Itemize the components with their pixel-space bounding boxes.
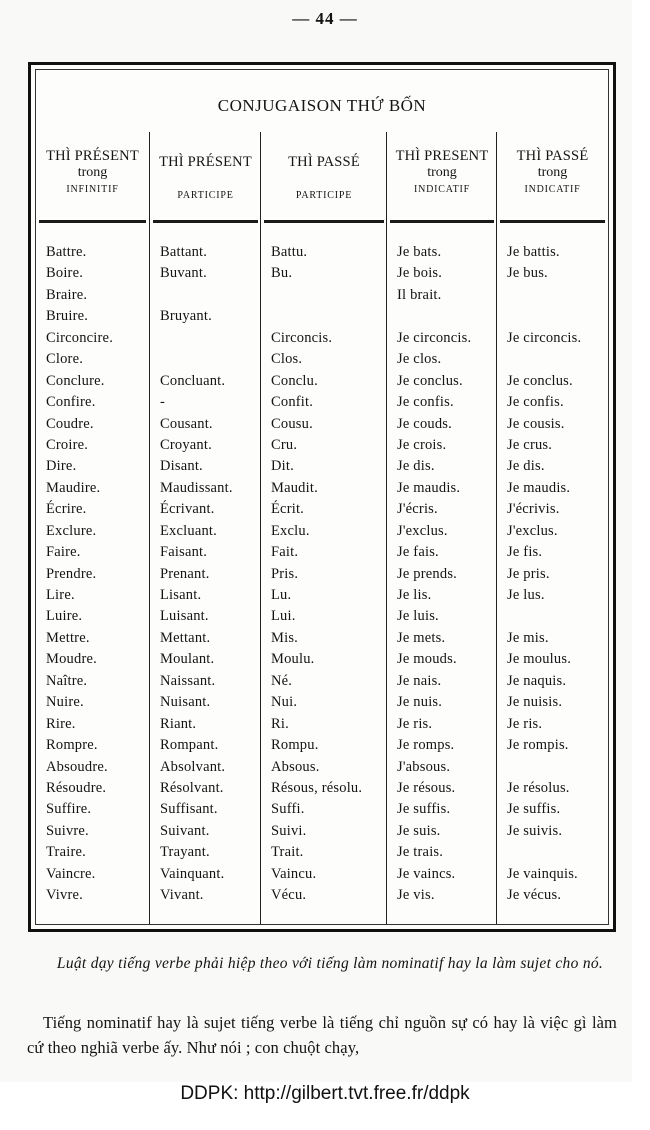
- column-passe-participe: [260, 132, 387, 924]
- table-cell: [261, 285, 387, 306]
- table-cell: Cousant.: [160, 415, 213, 432]
- table-cell: Je nais.: [397, 672, 442, 689]
- table-cell: Résolvant.: [160, 779, 224, 796]
- table-cell: Exclure.: [46, 522, 97, 539]
- table-cell: Exclu.: [271, 522, 310, 539]
- table-cell: Croire.: [46, 436, 89, 453]
- table-cell: Vivant.: [160, 887, 204, 904]
- header-line-3: INDICATIF: [524, 184, 581, 195]
- column-header: [36, 132, 149, 220]
- table-cell: Il brait.: [397, 286, 442, 303]
- table-cell: Je dis.: [397, 458, 435, 475]
- header-line-1: THÌ PASSÉ: [288, 154, 360, 170]
- table-cell: Confit.: [271, 394, 314, 411]
- table-cell: Lire.: [46, 587, 75, 603]
- table-cell: Je bats.: [397, 244, 442, 260]
- table-cell: Trait.: [271, 844, 304, 861]
- table-cell: Je naquis.: [507, 672, 567, 689]
- table-cell: Circoncis.: [271, 329, 333, 346]
- table-cell: Je prends.: [397, 565, 457, 582]
- table-cell: Je mis.: [507, 629, 549, 646]
- table-cell: Rompant.: [160, 737, 219, 754]
- table-inner-border: [35, 69, 609, 925]
- table-cell: Je bus.: [507, 265, 548, 282]
- table-cell: Vécu.: [271, 887, 307, 904]
- table-cell: Buvant.: [160, 265, 207, 282]
- table-cell: Je clos.: [397, 351, 442, 368]
- table-cell: Bu.: [271, 265, 293, 282]
- table-cell: Fait.: [271, 544, 299, 561]
- table-cell: Lui.: [271, 608, 296, 625]
- table-cell: Suivant.: [160, 822, 210, 839]
- table-cell: Luisant.: [160, 608, 209, 625]
- table-cell: Je lus.: [507, 587, 545, 603]
- table-title: CONJUGAISON THỨ BỐN: [217, 96, 427, 115]
- table-cell: Cru.: [271, 436, 298, 453]
- table-cell: Je suivis.: [507, 822, 563, 839]
- table-cell: Vainquant.: [160, 865, 225, 882]
- table-cell: Je moulus.: [507, 651, 572, 668]
- header-rule: [264, 220, 384, 223]
- table-cell: [497, 349, 608, 370]
- table-cell: Luire.: [46, 608, 83, 625]
- table-cell: Faisant.: [160, 544, 208, 561]
- column-body: [36, 242, 149, 907]
- table-cell: Je trais.: [397, 844, 444, 861]
- table-cell: Né.: [271, 672, 293, 689]
- column-header: [150, 132, 261, 220]
- table-cell: Je résolus.: [507, 779, 570, 796]
- rule-caption: Luật dạy tiếng verbe phải hiệp theo với tiếng làm nominatif hay la làm sujet cho nó.: [56, 955, 604, 972]
- table-cell: Conclure.: [46, 372, 105, 389]
- header-line-2: trong: [427, 165, 457, 180]
- table-cell: J'exclus.: [507, 522, 558, 539]
- table-cell: Disant.: [160, 458, 203, 475]
- source-credit: DDPK: http://gilbert.tvt.free.fr/ddpk: [180, 1083, 470, 1104]
- table-cell: Je conclus.: [397, 372, 463, 389]
- table-cell: Clos.: [271, 351, 303, 368]
- table-cell: [497, 306, 608, 327]
- column-passe-indicatif: [496, 132, 608, 924]
- table-cell: Maudire.: [46, 479, 101, 496]
- table-cell: Nuire.: [46, 694, 84, 711]
- table-cell: Battant.: [160, 244, 208, 260]
- table-cell: Je ris.: [397, 715, 433, 732]
- table-cell: J'écrivis.: [507, 501, 560, 518]
- table-cell: Nuisant.: [160, 694, 211, 711]
- column-present-participe: [149, 132, 261, 924]
- table-cell: Je maudis.: [397, 479, 461, 496]
- table-cell: [497, 842, 608, 863]
- table-cell: Je crus.: [507, 436, 553, 453]
- table-cell: -: [160, 394, 166, 411]
- table-cell: Je crois.: [397, 436, 447, 453]
- header-line-2: trong: [537, 165, 568, 180]
- column-body: [387, 242, 497, 907]
- table-cell: Rompu.: [271, 737, 319, 754]
- header-rule: [39, 220, 146, 223]
- table-cell: Prendre.: [46, 565, 97, 582]
- table-cell: Je suffis.: [397, 801, 451, 818]
- conjugation-table: [28, 62, 616, 932]
- table-cell: Je suis.: [397, 822, 441, 839]
- header-line-1: THÌ PRESENT: [395, 148, 489, 164]
- table-cell: Excluant.: [160, 522, 217, 539]
- table-cell: [497, 606, 608, 627]
- header-line-1: THÌ PRÉSENT: [159, 154, 252, 170]
- table-cell: [261, 306, 387, 327]
- table-cell: Je cousis.: [507, 415, 565, 432]
- table-cell: Je vaincs.: [397, 865, 456, 882]
- table-cell: Bruire.: [46, 308, 89, 325]
- table-cell: Je rompis.: [507, 737, 569, 754]
- header-line-3: PARTICIPE: [295, 190, 353, 201]
- table-cell: Je ris.: [507, 715, 543, 732]
- header-rule: [153, 220, 258, 223]
- table-cell: Circoncire.: [46, 329, 114, 346]
- header-line-3: PARTICIPE: [177, 190, 234, 201]
- header-line-1: THÌ PRÉSENT: [46, 148, 139, 164]
- table-cell: Nui.: [271, 694, 298, 711]
- table-cell: Je mouds.: [397, 651, 457, 668]
- table-cell: Suivre.: [46, 822, 89, 839]
- table-cell: Battre.: [46, 244, 87, 260]
- table-cell: Croyant.: [160, 436, 212, 453]
- table-cell: Je romps.: [397, 737, 455, 754]
- page-number: — 44 —: [292, 9, 358, 28]
- table-cell: Naissant.: [160, 672, 216, 689]
- table-cell: Trayant.: [160, 844, 210, 861]
- table-cell: Mettant.: [160, 629, 211, 646]
- table-cell: Je vécus.: [507, 887, 562, 904]
- column-body: [150, 242, 261, 907]
- table-cell: Vaincu.: [271, 865, 317, 882]
- table-cell: Je nuisis.: [507, 694, 563, 711]
- table-cell: Absous.: [271, 758, 320, 775]
- table-cell: Prenant.: [160, 565, 210, 582]
- table-cell: Je dis.: [507, 458, 545, 475]
- header-line-1: THÌ PASSÉ: [516, 148, 589, 164]
- table-cell: Vivre.: [46, 887, 83, 904]
- table-cell: Je vainquis.: [507, 865, 578, 882]
- table-cell: Je confis.: [397, 394, 454, 411]
- column-header: [261, 132, 387, 220]
- table-cell: Lisant.: [160, 587, 202, 603]
- header-line-2: trong: [77, 165, 108, 180]
- header-line-3: INDICATIF: [413, 184, 471, 195]
- table-cell: Riant.: [160, 715, 197, 732]
- table-cell: Je maudis.: [507, 479, 571, 496]
- table-cell: [150, 285, 261, 306]
- table-cell: J'écris.: [397, 501, 438, 518]
- table-cell: Rire.: [46, 715, 76, 732]
- table-cell: Écrivant.: [160, 501, 215, 518]
- table-cell: Je bois.: [397, 265, 443, 282]
- table-cell: Braire.: [46, 286, 88, 303]
- table-cell: Lu.: [271, 587, 292, 603]
- table-cell: Je fis.: [507, 544, 543, 561]
- table-cell: Coudre.: [46, 415, 94, 432]
- table-cell: J'absous.: [397, 758, 451, 775]
- table-cell: Mettre.: [46, 629, 90, 646]
- table-cell: Écrire.: [46, 501, 87, 518]
- table-cell: Je mets.: [397, 629, 446, 646]
- table-cell: Ri.: [271, 715, 289, 732]
- table-cell: [497, 757, 608, 778]
- header-line-3: INFINITIF: [66, 184, 119, 195]
- header-rule: [390, 220, 494, 223]
- table-cell: Vaincre.: [46, 865, 96, 882]
- table-cell: Je nuis.: [397, 694, 443, 711]
- table-cell: Je luis.: [397, 608, 439, 625]
- table-cell: Absoudre.: [46, 758, 108, 775]
- column-body: [261, 242, 387, 907]
- table-cell: Je suffis.: [507, 801, 561, 818]
- table-cell: Je vis.: [397, 887, 435, 904]
- column-header: [387, 132, 497, 220]
- table-cell: Je confis.: [507, 394, 564, 411]
- table-cell: Je circoncis.: [397, 329, 472, 346]
- table-cell: Suffi.: [271, 801, 305, 818]
- table-cell: Clore.: [46, 351, 84, 368]
- table-cell: Je couds.: [397, 415, 452, 432]
- table-cell: Suffire.: [46, 801, 92, 818]
- table-cell: Bruyant.: [160, 308, 212, 325]
- table-cell: Je pris.: [507, 565, 550, 582]
- table-cell: Traire.: [46, 844, 86, 861]
- table-cell: Je conclus.: [507, 372, 573, 389]
- table-cell: Conclu.: [271, 372, 318, 389]
- table-cell: Moulant.: [160, 651, 215, 668]
- table-cell: Moudre.: [46, 651, 97, 668]
- table-cell: Je résous.: [397, 779, 456, 796]
- table-cell: Rompre.: [46, 737, 98, 754]
- column-present-indicatif: [386, 132, 497, 924]
- table-cell: Cousu.: [271, 415, 313, 432]
- header-rule: [500, 220, 605, 223]
- table-cell: Naître.: [46, 672, 88, 689]
- column-body: [497, 242, 608, 907]
- table-cell: Faire.: [46, 544, 81, 561]
- body-paragraph: Tiếng nominatif hay là sujet tiếng verbe là tiếng chỉ nguồn sự có hay là việc gì làm cứ theo nghiã verbe ấy. Như nói ; con chuột chạy,: [27, 1013, 617, 1057]
- table-cell: Écrit.: [271, 501, 305, 518]
- table-cell: Dire.: [46, 458, 77, 475]
- table-cell: Maudit.: [271, 479, 318, 496]
- table-cell: Je battis.: [507, 244, 560, 260]
- table-cell: Absolvant.: [160, 758, 226, 775]
- table-cell: Résous, résolu.: [271, 779, 363, 796]
- table-cell: Suffisant.: [160, 801, 218, 818]
- table-cell: Pris.: [271, 565, 299, 582]
- table-cell: J'exclus.: [397, 522, 448, 539]
- table-cell: Concluant.: [160, 372, 226, 389]
- table-cell: Résoudre.: [46, 779, 107, 796]
- table-cell: Boire.: [46, 265, 84, 282]
- table-cell: Confire.: [46, 394, 96, 411]
- column-infinitif: [36, 132, 149, 924]
- table-cell: Battu.: [271, 244, 308, 260]
- table-cell: Dit.: [271, 458, 294, 475]
- table-cell: [387, 306, 497, 327]
- table-cell: Maudissant.: [160, 479, 233, 496]
- table-cell: [150, 349, 261, 370]
- table-cell: Moulu.: [271, 651, 315, 668]
- table-cell: [150, 328, 261, 349]
- table-cell: Je lis.: [397, 587, 432, 603]
- table-cell: Suivi.: [271, 822, 307, 839]
- column-header: [497, 132, 608, 220]
- table-cell: Je circoncis.: [507, 329, 582, 346]
- table-cell: Mis.: [271, 629, 298, 646]
- table-cell: [497, 285, 608, 306]
- table-cell: Je fais.: [397, 544, 439, 561]
